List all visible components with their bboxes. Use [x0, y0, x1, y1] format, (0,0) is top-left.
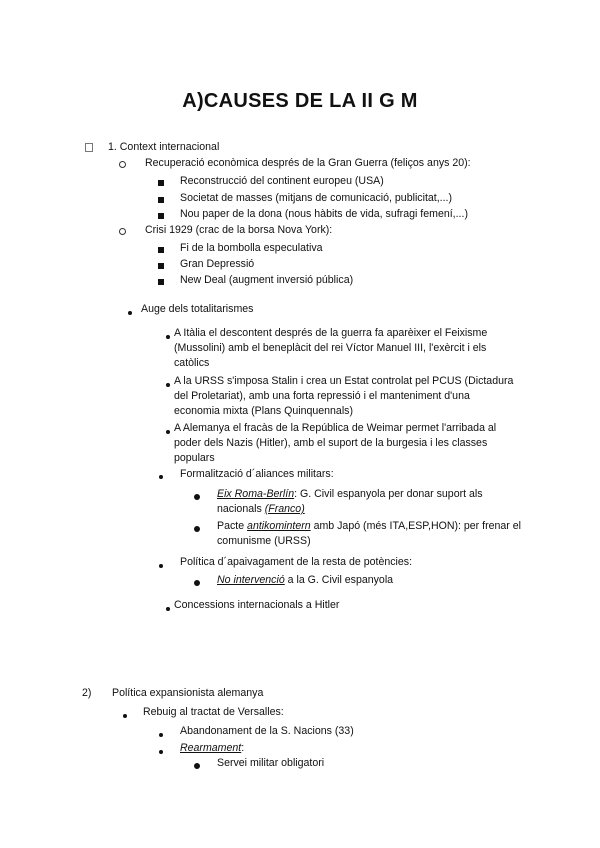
bullet-icon	[194, 759, 200, 774]
apaivagament-label: Política d´apaivagament de la resta de potències:	[180, 556, 413, 568]
rearmament-link[interactable]: Rearmament	[180, 742, 242, 754]
franco-link[interactable]: (Franco)	[264, 503, 305, 515]
list-item: Fi de la bombolla especulativa	[180, 242, 323, 254]
urss-paragraph: A la URSS s'imposa Stalin i crea un Estat controlat pel PCUS (Dictadura del Proletariat), amb una forta repressió i el manteniment d'una economia mixta (Plans Quinquennals)	[174, 375, 514, 417]
rearmament-item: Rearmament:	[180, 742, 245, 754]
bullet-icon	[128, 305, 132, 320]
recuperacio-label: Recuperació econòmica després de la Gran Guerra (feliços anys 20):	[145, 157, 471, 169]
square-bullet-icon	[158, 243, 164, 258]
bullet-icon	[166, 424, 170, 439]
bullet-icon	[159, 727, 163, 742]
pacte-paragraph: Pacte antikomintern amb Japó (més ITA,ESP,HON): per frenar el comunisme (URSS)	[217, 520, 522, 547]
totalitarismes-label: Auge dels totalitarismes	[141, 303, 254, 315]
eix-roma-berlin-link[interactable]: Eix Roma-Berlín	[217, 488, 295, 500]
bullet-icon	[123, 708, 127, 723]
bullet-icon	[159, 744, 163, 759]
list-item: Gran Depressió	[180, 258, 255, 270]
aliances-label: Formalització d´aliances militars:	[180, 468, 334, 480]
abandonament-item: Abandonament de la S. Nacions (33)	[180, 725, 354, 737]
antikomintern-link[interactable]: antikomintern	[247, 520, 311, 532]
square-bullet-icon	[158, 176, 164, 191]
crisi-label: Crisi 1929 (crac de la borsa Nova York):	[145, 224, 333, 236]
eix-paragraph: Eix Roma-Berlín: G. Civil espanyola per donar suport als nacionals (Franco)	[217, 488, 483, 515]
bullet-icon	[166, 377, 170, 392]
square-bullet-icon	[158, 209, 164, 224]
list-item: Societat de masses (mitjans de comunicació, publicitat,...)	[180, 192, 453, 204]
section-1-heading: 1. Context internacional	[108, 141, 220, 153]
bullet-icon	[194, 490, 200, 505]
rebuig-label: Rebuig al tractat de Versalles:	[143, 706, 284, 718]
bullet-icon	[166, 329, 170, 344]
no-intervencio-link[interactable]: No intervenció	[217, 574, 285, 586]
checkbox-icon	[85, 142, 93, 157]
servei-militar-item: Servei militar obligatori	[217, 757, 325, 769]
concessions-item: Concessions internacionals a Hitler	[174, 599, 340, 611]
section-2-heading: Política expansionista alemanya	[112, 687, 264, 699]
square-bullet-icon	[158, 259, 164, 274]
alemanya-paragraph: A Alemanya el fracàs de la República de Weimar permet l'arribada al poder dels Nazis (Hitler), amb el suport de la burgesia i les classes populars	[174, 422, 497, 464]
list-item: Nou paper de la dona (nous hàbits de vida, sufragi femení,...)	[180, 208, 468, 220]
list-item: Reconstrucció del continent europeu (USA)	[180, 175, 384, 187]
bullet-icon	[194, 576, 200, 591]
list-item: New Deal (augment inversió pública)	[180, 274, 354, 286]
page-title: A)CAUSES DE LA II G M	[182, 90, 418, 112]
bullet-icon	[159, 558, 163, 573]
italia-paragraph: A Itàlia el descontent després de la guerra fa aparèixer el Feixisme (Mussolini) amb el beneplàcit del rei Víctor Manuel III, l'exèrcit i els catòlics	[174, 327, 488, 369]
hollow-bullet-icon	[119, 158, 126, 173]
no-intervencio-item: No intervenció a la G. Civil espanyola	[217, 574, 394, 586]
hollow-bullet-icon	[119, 225, 126, 240]
bullet-icon	[166, 601, 170, 616]
square-bullet-icon	[158, 193, 164, 208]
bullet-icon	[194, 522, 200, 537]
section-2-number: 2)	[82, 687, 92, 699]
bullet-icon	[159, 469, 163, 484]
square-bullet-icon	[158, 275, 164, 290]
